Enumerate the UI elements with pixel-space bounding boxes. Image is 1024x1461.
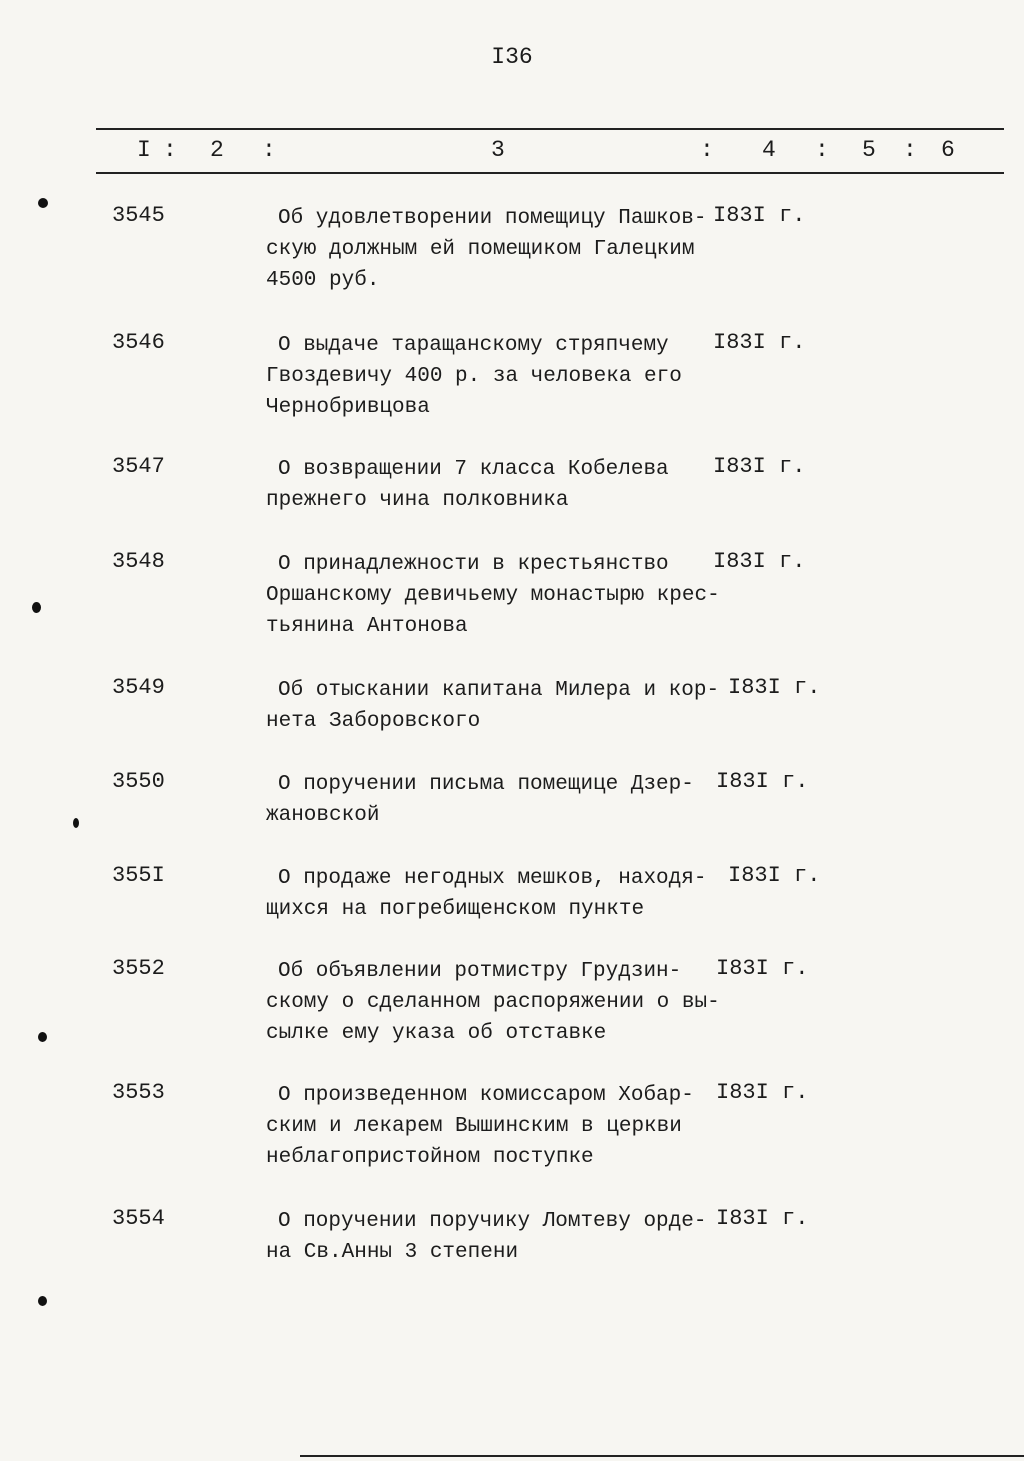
entry-title (266, 203, 706, 296)
entry-title (266, 863, 706, 925)
title-line: ским и лекарем Вышинским в церкви (266, 1115, 682, 1138)
column-separator: : (815, 137, 829, 163)
title-line: О выдаче таращанскому стряпчему (278, 334, 669, 357)
entry-number: 3545 (112, 203, 165, 228)
column-separator: : (903, 137, 917, 163)
entry-date: I83I г. (716, 956, 809, 981)
title-line: 4500 руб. (266, 269, 380, 292)
title-line: на Св.Анны 3 степени (266, 1241, 519, 1264)
entry-number: 3548 (112, 549, 165, 574)
title-line: О возвращении 7 класса Кобелева (278, 458, 669, 481)
title-line: О продаже негодных мешков, находя- (278, 867, 707, 890)
title-line: нета Заборовского (266, 710, 481, 733)
entry-title (266, 769, 706, 831)
entry-date: I83I г. (716, 1080, 809, 1105)
entry-date: I83I г. (713, 203, 806, 228)
entry-date: I83I г. (716, 769, 809, 794)
entry-number: 3554 (112, 1206, 165, 1231)
table-top-rule (96, 128, 1004, 130)
table-header-rule (96, 172, 1004, 174)
column-5-header: 5 (862, 137, 876, 163)
column-separator: : (700, 137, 714, 163)
title-line: скому о сделанном распоряжении о вы- (266, 991, 720, 1014)
binder-hole-mark (32, 602, 41, 613)
entry-number: 355I (112, 863, 165, 888)
column-3-header: 3 (491, 137, 505, 163)
title-line: жановской (266, 804, 380, 827)
entry-title (266, 1206, 706, 1268)
entry-title (266, 454, 706, 516)
title-line: О принадлежности в крестьянство (278, 553, 669, 576)
title-line: Гвоздевичу 400 р. за человека его (266, 365, 682, 388)
table-bottom-rule (300, 1455, 1024, 1457)
entry-number: 3553 (112, 1080, 165, 1105)
column-separator: : (262, 137, 276, 163)
title-line: Чернобривцова (266, 396, 430, 419)
column-4-header: 4 (762, 137, 776, 163)
entry-number: 3546 (112, 330, 165, 355)
binder-hole-mark (38, 1296, 47, 1306)
column-separator: : (163, 137, 177, 163)
title-line: Оршанскому девичьему монастырю крес- (266, 584, 720, 607)
entry-number: 3552 (112, 956, 165, 981)
entry-date: I83I г. (713, 549, 806, 574)
title-line: тьянина Антонова (266, 615, 468, 638)
page-number: I36 (491, 44, 533, 70)
title-line: Об объявлении ротмистру Грудзин- (278, 960, 682, 983)
title-line: О произведенном комиссаром Хобар- (278, 1084, 694, 1107)
column-2-header: 2 (210, 137, 224, 163)
title-line: неблагопристойном поступке (266, 1146, 594, 1169)
entry-title (266, 549, 720, 642)
entry-number: 3549 (112, 675, 165, 700)
title-line: прежнего чина полковника (266, 489, 569, 512)
column-6-header: 6 (941, 137, 955, 163)
column-1-header: I (137, 137, 151, 163)
entry-title (266, 1080, 706, 1173)
binder-hole-mark (73, 818, 79, 828)
binder-hole-mark (38, 1032, 47, 1042)
entry-number: 3550 (112, 769, 165, 794)
entry-date: I83I г. (728, 863, 821, 888)
title-line: Об удовлетворении помещицу Пашков- (278, 207, 707, 230)
entry-date: I83I г. (713, 454, 806, 479)
entry-date: I83I г. (728, 675, 821, 700)
binder-hole-mark (38, 198, 48, 208)
title-line: щихся на погребищенском пункте (266, 898, 645, 921)
title-line: Об отыскании капитана Милера и кор- (278, 679, 720, 702)
entry-date: I83I г. (713, 330, 806, 355)
title-line: О поручении поручику Ломтеву орде- (278, 1210, 707, 1233)
title-line: О поручении письма помещице Дзер- (278, 773, 694, 796)
entry-title (266, 675, 720, 737)
entry-title (266, 956, 720, 1049)
title-line: скую должным ей помещиком Галецким (266, 238, 695, 261)
entry-title (266, 330, 706, 423)
entry-date: I83I г. (716, 1206, 809, 1231)
title-line: сылке ему указа об отставке (266, 1022, 607, 1045)
entry-number: 3547 (112, 454, 165, 479)
